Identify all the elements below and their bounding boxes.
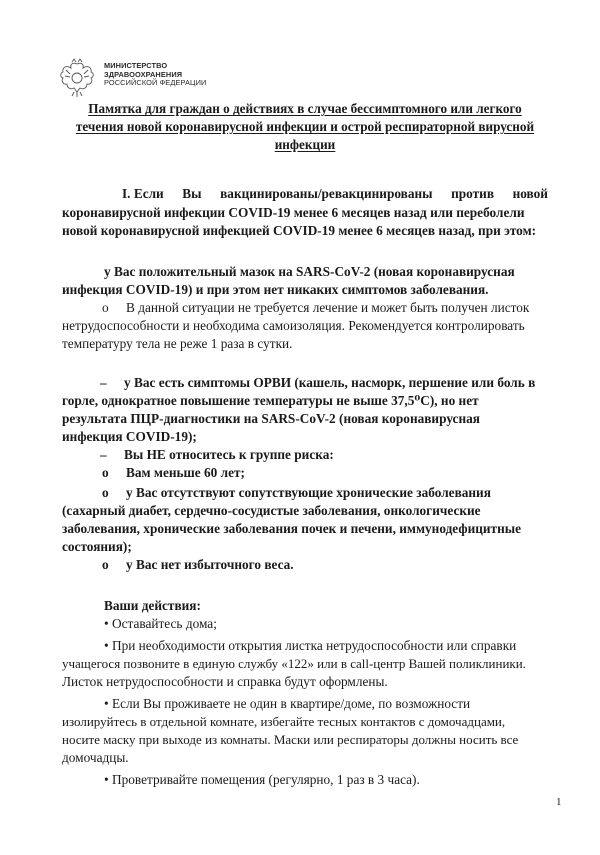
case2-line-3: результата ПЦР-диагностики на SARS-CoV-2 (новая коронавирусная [62, 411, 480, 426]
ministry-line-1: МИНИСТЕРСТВО [104, 61, 168, 70]
risk-group-line [100, 446, 334, 464]
age-text: Вам меньше 60 лет; [126, 465, 245, 480]
action-1 [104, 615, 217, 633]
section1-line-3: новой коронавирусной инфекцией COVID-19 менее 6 месяцев назад, при этом: [62, 223, 537, 238]
page-number: 1 [556, 796, 562, 808]
double-headed-eagle-icon [58, 58, 96, 98]
case1-para-text-1: В данной ситуации не требуется лечение и может быть получен листок [126, 300, 530, 315]
section1-word-2: Вы [182, 186, 202, 201]
risk-group-text: Вы НЕ относитесь к группе риска: [124, 447, 334, 462]
case1-line-1: у Вас положительный мазок на SARS-CoV-2 (новая коронавирусная [104, 264, 515, 279]
section1-line-2: коронавирусной инфекции COVID-19 менее 6 месяцев назад или переболели [62, 205, 525, 220]
action-3-line-4: домочадцы. [62, 750, 129, 765]
section1-word-4: против [451, 186, 495, 201]
action-2-text-1: При необходимости открытия листка нетрудоспособности или справки [111, 638, 517, 653]
dash-marker: – [100, 447, 107, 462]
case2-text-1: у Вас есть симптомы ОРВИ (кашель, насморк, першение или боль в [124, 375, 536, 390]
section1-word-3: вакцинированы/ревакцинированы [220, 186, 433, 201]
bullet-icon: • [104, 616, 109, 631]
action-3-line-2: изолируйтесь в отдельной комнате, избегайте тесных контактов с домочадцами, [62, 714, 506, 729]
age-line [102, 464, 245, 482]
list-marker: o [102, 557, 109, 572]
bullet-icon: • [104, 772, 109, 787]
weight-line [102, 556, 294, 574]
action-2-line-1 [104, 637, 516, 655]
list-marker: o [102, 300, 109, 315]
list-marker: o [102, 485, 109, 500]
ministry-logo [58, 58, 238, 98]
bullet-icon: • [104, 696, 109, 711]
action-4 [104, 771, 420, 789]
chronic-line-3: заболевания, хронические заболевания почек и печени, иммунодефицитные [62, 521, 522, 536]
case1-line-2: инфекция COVID-19) и при этом нет никаких симптомов заболевания. [62, 282, 489, 297]
weight-text: у Вас нет избыточного веса. [126, 557, 294, 572]
actions-heading: Ваши действия: [104, 598, 201, 613]
action-3-line-3: носите маску при выходе из комнаты. Маски или респираторы должны носить все [62, 732, 519, 747]
bullet-icon: • [104, 638, 109, 653]
section1-word-1: I. Если [122, 186, 164, 201]
title-line-2: течения новой коронавирусной инфекции и острой респираторной вирусной [75, 119, 535, 134]
document-title [60, 100, 550, 154]
ministry-name [104, 62, 206, 88]
chronic-line-2: (сахарный диабет, сердечно-сосудистые заболевания, онкологические [62, 503, 481, 518]
action-3-line-1 [104, 695, 470, 713]
chronic-line-1 [102, 484, 491, 502]
action-3-text-1: Если Вы проживаете не один в квартире/доме, по возможности [111, 696, 471, 711]
chronic-line-4: состояния); [62, 539, 132, 554]
ministry-line-2: ЗДРАВООХРАНЕНИЯ [104, 69, 183, 79]
chronic-text-1: у Вас отсутствуют сопутствующие хронические заболевания [126, 485, 491, 500]
dash-marker: – [100, 375, 107, 390]
action-2-line-3: Листок нетрудоспособности и справка будут оформлены. [62, 674, 388, 689]
action-1-text: Оставайтесь дома; [111, 616, 217, 631]
case2-line-2: горле, однократное повышение температуры не выше 37,5⁰С), но нет [62, 393, 479, 408]
title-line-3: инфекции [274, 137, 336, 152]
list-marker: o [102, 465, 109, 480]
section1-word-5: новой [512, 186, 548, 201]
action-4-text: Проветривайте помещения (регулярно, 1 раз в 3 часа). [111, 772, 420, 787]
case2-line-4: инфекция COVID-19); [62, 429, 197, 444]
title-line-1: Памятка для граждан о действиях в случае бессимптомного или легкого [88, 101, 522, 116]
case1-para-line-2: нетрудоспособности и необходима самоизоляция. Рекомендуется контролировать [62, 318, 525, 333]
case2-line-1 [100, 374, 535, 392]
section1-line-1 [62, 185, 548, 203]
action-2-line-2: учащегося позвоните в единую службу «122» или в call-центр Вашей поликлиники. [62, 656, 526, 671]
ministry-line-3: РОССИЙСКОЙ ФЕДЕРАЦИИ [104, 78, 207, 88]
case1-para-line-1 [102, 299, 529, 317]
case1-para-line-3: температуру тела не реже 1 раза в сутки. [62, 336, 293, 351]
